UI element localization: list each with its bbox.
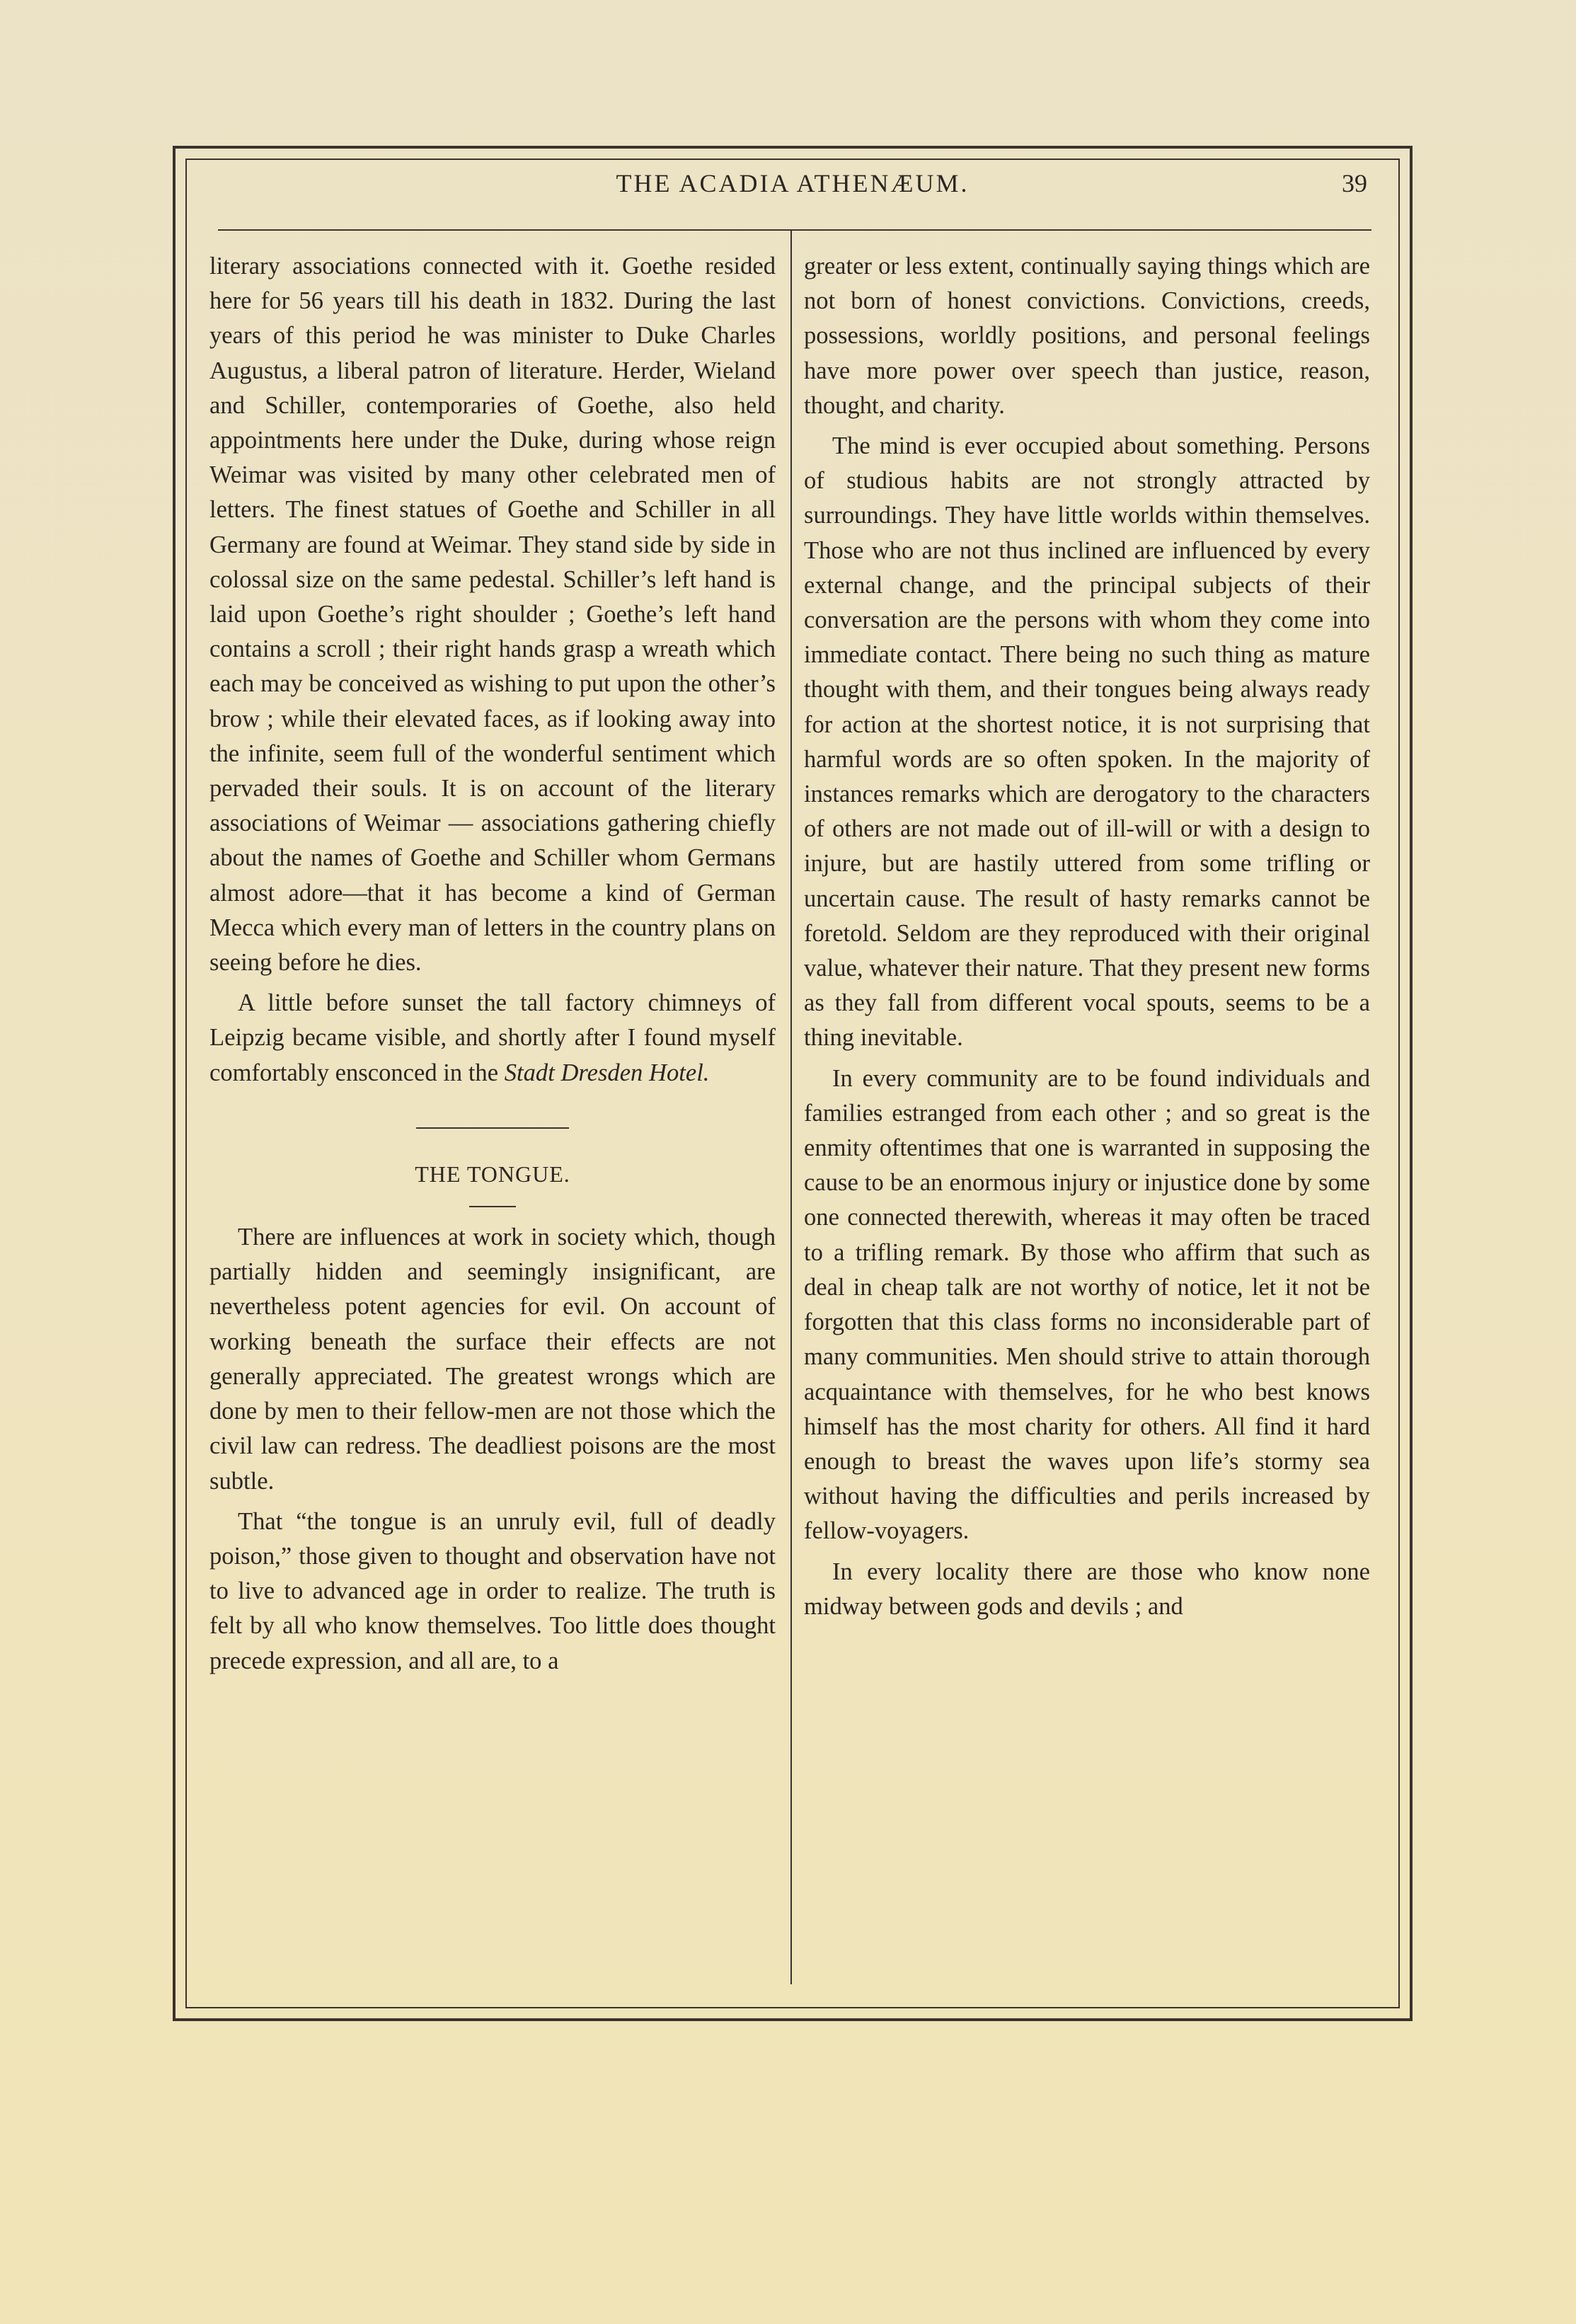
section-title: THE TONGUE. (415, 1161, 570, 1187)
title-underline-rule (469, 1206, 516, 1207)
paragraph-mind: The mind is ever occupied about something. Persons of studious habits are not strongly attracted by surroundings. They have little worlds within themselves. Those who are not thus inclined are influenced by every external change, and the principal subjects of their conversation are the persons with whom they come into immediate contact. There being no such thing as mature thought with them, and their tongues being always ready for action at the shortest notice, it is not surprising that harmful words are so often spoken. In the majority of instances remarks which are derogatory to the characters of others are not made out of ill-will or with a design to injure, but are hastily uttered from some trifling or uncertain cause. The result of hasty remarks cannot be foretold. Seldom are they reproduced with their original value, whatever their nature. That they present new forms as they fall from different vocal spouts, seems to be a thing inevitable. (804, 432, 1370, 1052)
continued-paragraph: greater or less extent, continually saying things which are not born of honest convictions. Convictions, creeds, possessions, worldly positions, and personal feelings have more power over speech than justice, reason, thought, and charity. (804, 253, 1370, 419)
hotel-name-italic: Stadt Dresden Hotel. (504, 1059, 710, 1086)
column-divider (790, 231, 792, 1984)
paragraph-locality: In every locality there are those who know none midway between gods and devils ; and (804, 1558, 1370, 1620)
right-column (804, 249, 1370, 1624)
section-separator-rule (416, 1127, 569, 1129)
left-column (209, 249, 776, 1679)
paragraph-text: A little before sunset the tall factory chimneys of Leipzig became visible, and shortly after I found myself comfortably ensconced in the (209, 989, 776, 1086)
continued-paragraph: literary associations connected with it. Goethe resided here for 56 years till his death in 1832. During the last years of this period he was minister to Duke Charles Augustus, a liberal patron of literature. Herder, Wieland and Schiller, contemporaries of Goethe, also held appointments here under the Duke, during whose reign Weimar was visited by many other celebrated men of letters. The finest statues of Goethe and Schiller in all Germany are found at Weimar. They stand side by side in colossal size on the same pedestal. Schiller’s left hand is laid upon Goethe’s right shoulder ; Goethe’s left hand contains a scroll ; their right hands grasp a wreath which each may be conceived as wishing to put upon the other’s brow ; while their elevated faces, as if looking away into the infinite, seem full of the wonderful sentiment which pervaded their souls. It is on account of the literary associations of Weimar — associations gathering chiefly about the names of Goethe and Schiller whom Germans almost adore—that it has become a kind of German Mecca which every man of letters in the country plans on seeing before he dies. (209, 253, 776, 977)
paragraph-influences: There are influences at work in society which, though partially hidden and seemingly insignificant, are nevertheless potent agencies for evil. On account of working beneath the surface their effects are not generally appreciated. The greatest wrongs which are done by men to their fellow-men are not those which the civil law can redress. The deadliest poisons are the most subtle. (209, 1224, 776, 1495)
header-rule (218, 229, 1371, 231)
paragraph-leipzig (209, 986, 776, 1091)
running-header (185, 168, 1400, 211)
paragraph-community: In every community are to be found individuals and families estranged from each other ; and so great is the enmity oftentimes that one is warranted in supposing the cause to be an enormous injury or injustice done by some one connected therewith, whereas it may often be traced to a trifling remark. By those who affirm that such as deal in cheap talk are not worthy of notice, let it not be forgotten that this class forms no inconsiderable part of many communities. Men should strive to attain thorough acquaintance with themselves, for he who best knows himself has the most charity for others. All find it hard enough to breast the waves upon life’s stormy sea without having the difficulties and perils increased by fellow-voyagers. (804, 1064, 1370, 1545)
paragraph-tongue-quote: That “the tongue is an unruly evil, full of deadly poison,” those given to thought and observation have not to live to advanced age in order to realize. The truth is felt by all who know themselves. Too little does thought precede expression, and all are, to a (209, 1507, 776, 1674)
page-number: 39 (1342, 169, 1367, 197)
journal-title: THE ACADIA ATHENÆUM. (616, 169, 970, 197)
